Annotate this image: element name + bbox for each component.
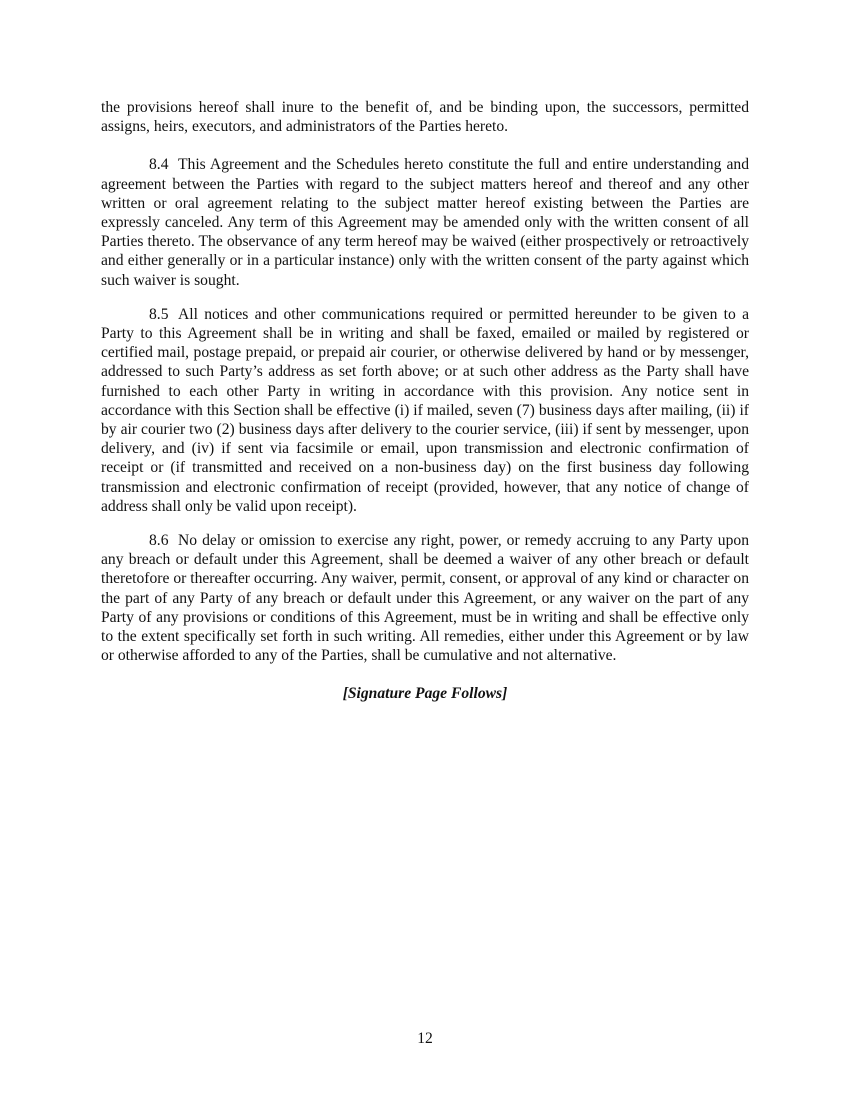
section-text: This Agreement and the Schedules hereto constitute the full and entire understanding and agreement between the Parties with regard to the subject matters hereof and thereof and any other written or oral agreement relating to the subject matter hereof existing between the Parties are expressly canceled. Any term of this Agreement may be amended only with the written consent of all Parties thereto. The observance of any term hereof may be waived (either prospectively or retroactively and either generally or in a particular instance) only with the written consent of the party against which such waiver is sought. xyxy=(101,156,749,289)
section-number: 8.5 xyxy=(149,305,169,323)
signature-page-note: [Signature Page Follows] xyxy=(342,685,508,703)
section-text: All notices and other communications required or permitted hereunder to be given to a Party to this Agreement shall be in writing and shall be faxed, emailed or mailed by registered or certified mail, postage prepaid, or prepaid air courier, or otherwise delivered by hand or by messenger, addressed to such Party’s address as set forth above; or at such other address as the Party shall have furnished to each other Party in writing in accordance with this provision. Any notice sent in accordance with this Section shall be effective (i) if mailed, seven (7) business days after mailing, (ii) if by air courier two (2) business days after delivery to the courier service, (iii) if sent by messenger, upon delivery, and (iv) if sent via facsimile or email, upon transmission and electronic confirmation of receipt or (if transmitted and received on a non-business day) on the first business day following transmission and electronic confirmation of receipt (provided, however, that any notice of change of address shall only be valid upon receipt). xyxy=(101,305,749,515)
section-text: No delay or omission to exercise any right, power, or remedy accruing to any Party upon any breach or default under this Agreement, shall be deemed a waiver of any other breach or default theretofore or thereafter occurring. Any waiver, permit, consent, or approval of any kind or character on the part of any Party of any breach or default under this Agreement, or any waiver on the part of any Party of any provisions or conditions of this Agreement, must be in writing and shall be effective only to the extent specifically set forth in such writing. All remedies, either under this Agreement or by law or otherwise afforded to any of the Parties, shall be cumulative and not alternative. xyxy=(101,532,749,665)
section-number: 8.4 xyxy=(149,156,169,174)
section-8-5 xyxy=(101,305,749,516)
continuation-paragraph: the provisions hereof shall inure to the benefit of, and be binding upon, the successors, permitted assigns, heirs, executors, and administrators of the Parties hereto. xyxy=(101,99,749,136)
section-8-4 xyxy=(101,155,749,289)
section-8-6 xyxy=(101,531,749,665)
document-page xyxy=(101,98,749,703)
section-number: 8.6 xyxy=(149,532,169,550)
page-number: 12 xyxy=(417,1030,433,1047)
